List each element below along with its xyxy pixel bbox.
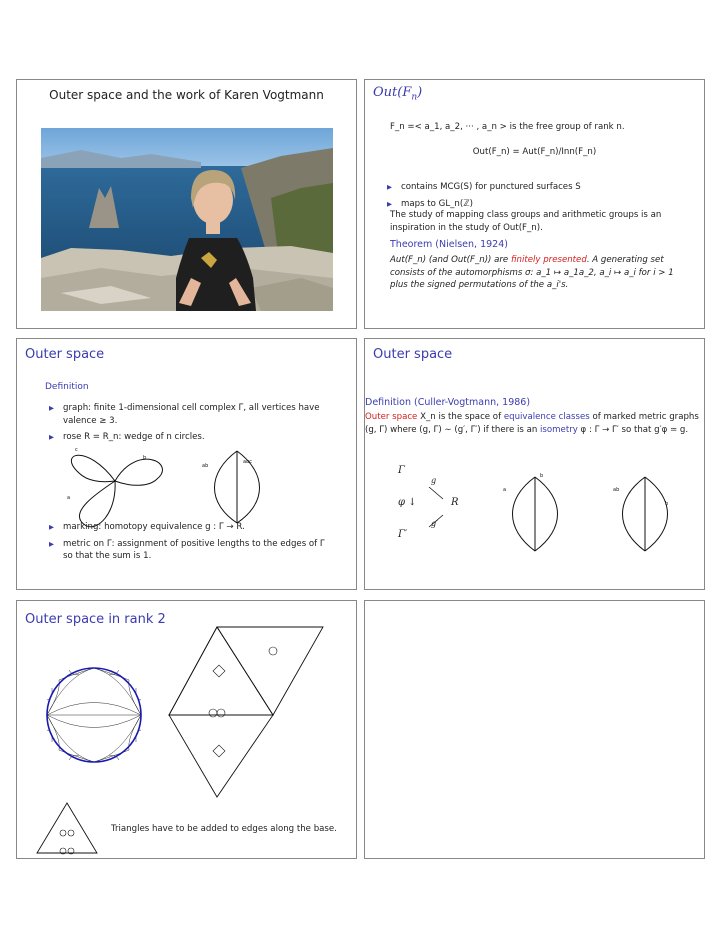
definition-heading: Definition bbox=[45, 382, 89, 392]
diagram-R: R bbox=[451, 497, 459, 508]
slide-outer-space-rank-2 bbox=[16, 600, 357, 859]
triangle-tessellation-figure bbox=[167, 625, 327, 800]
rose-and-theta-graph-figure bbox=[57, 443, 277, 528]
slide-out-fn bbox=[364, 79, 705, 329]
rose-label-b: b bbox=[143, 455, 147, 461]
bullet-metric: ▶ metric on Γ: assignment of positive lengths to the edges of Γ so that the sum is 1. bbox=[49, 538, 334, 563]
slide-title-karen-vogtmann bbox=[16, 79, 357, 329]
bullet-marking: ▶ marking: homotopy equivalence g : Γ → R. bbox=[49, 521, 334, 534]
theta-graph-2 bbox=[623, 477, 668, 551]
diagram-g: g bbox=[431, 476, 437, 485]
inspiration-paragraph: The study of mapping class groups and arithmetic groups is an inspiration in the study of Out(F_n). bbox=[390, 210, 662, 233]
theta-graph-1 bbox=[513, 477, 558, 551]
theta-label-abc: abc bbox=[243, 459, 252, 465]
slide-title: Outer space in rank 2 bbox=[25, 612, 166, 627]
slide-blank bbox=[364, 600, 705, 859]
diagram-gamma: Γ bbox=[398, 465, 405, 476]
photo-karen-vogtmann bbox=[41, 128, 333, 311]
bullet-gln: ▶ maps to GL_n(ℤ) bbox=[387, 198, 687, 211]
slide-outer-space-definition bbox=[16, 338, 357, 590]
free-group-definition: F_n =< a_1, a_2, ··· , a_n > is the free group of rank n. bbox=[390, 122, 625, 132]
theta-graph bbox=[215, 451, 260, 523]
rose-graph bbox=[71, 455, 162, 527]
slide-outer-space-culler-vogtmann bbox=[364, 338, 705, 590]
slide-title: Outer space bbox=[373, 347, 453, 362]
slide-title: $Out(F_n)$ bbox=[373, 85, 423, 103]
diagram-g-prime: g′ bbox=[431, 519, 438, 528]
definition-body: Outer space X_n is the space of equivalence classes of marked metric graphs (g, Γ) where (g, Γ) ∼ (g′, Γ′) if there is an isometry φ : Γ → Γ′ so that g′φ ≃ g. bbox=[365, 412, 699, 435]
theorem-body: Aut(F_n) (and Out(F_n)) are finitely presented. A generating set consists of the automorphisms σ: a_1 ↦ a_1a_2, a_i ↦ a_i for i > 1 plus the signed permutations of the a_i's. bbox=[390, 255, 674, 290]
graph1-label-a: a bbox=[503, 487, 507, 493]
diagram-gamma-prime: Γ′ bbox=[398, 529, 408, 540]
graph2-label-b: b bbox=[665, 501, 669, 507]
definition-heading: Definition (Culler-Vogtmann, 1986) bbox=[365, 397, 531, 408]
caption: Triangles have to be added to edges along the base. bbox=[111, 824, 337, 834]
out-fn-formula: Out(F_n) = Aut(F_n)/Inn(F_n) bbox=[472, 147, 597, 157]
rose-label-a: a bbox=[67, 495, 71, 501]
theta-graphs-figure bbox=[495, 469, 695, 559]
theta-label-ab: ab bbox=[202, 463, 209, 469]
hyperbolic-disk-figure bbox=[39, 660, 149, 770]
graph1-label-b: b bbox=[540, 473, 544, 479]
bullet-graph: ▶ graph: finite 1-dimensional cell complex Γ, all vertices have valence ≥ 3. bbox=[49, 402, 334, 427]
slide-title: Outer space and the work of Karen Vogtmann bbox=[49, 88, 324, 102]
bullet-rose: ▶ rose R = R_n: wedge of n circles. bbox=[49, 431, 334, 444]
bullet-mcg: ▶ contains MCG(S) for punctured surfaces S bbox=[387, 181, 687, 194]
diagram-arrows bbox=[425, 483, 455, 533]
graph2-label-ab: ab bbox=[613, 487, 620, 493]
marking-metric-list bbox=[49, 521, 334, 567]
rose-label-c: c bbox=[75, 447, 78, 453]
definition-list bbox=[49, 402, 334, 448]
diagram-phi: φ ↓ bbox=[398, 497, 417, 508]
small-triangle-figure bbox=[35, 801, 99, 857]
theorem-heading: Theorem (Nielsen, 1924) bbox=[390, 239, 508, 250]
slide-title: Outer space bbox=[25, 347, 105, 362]
